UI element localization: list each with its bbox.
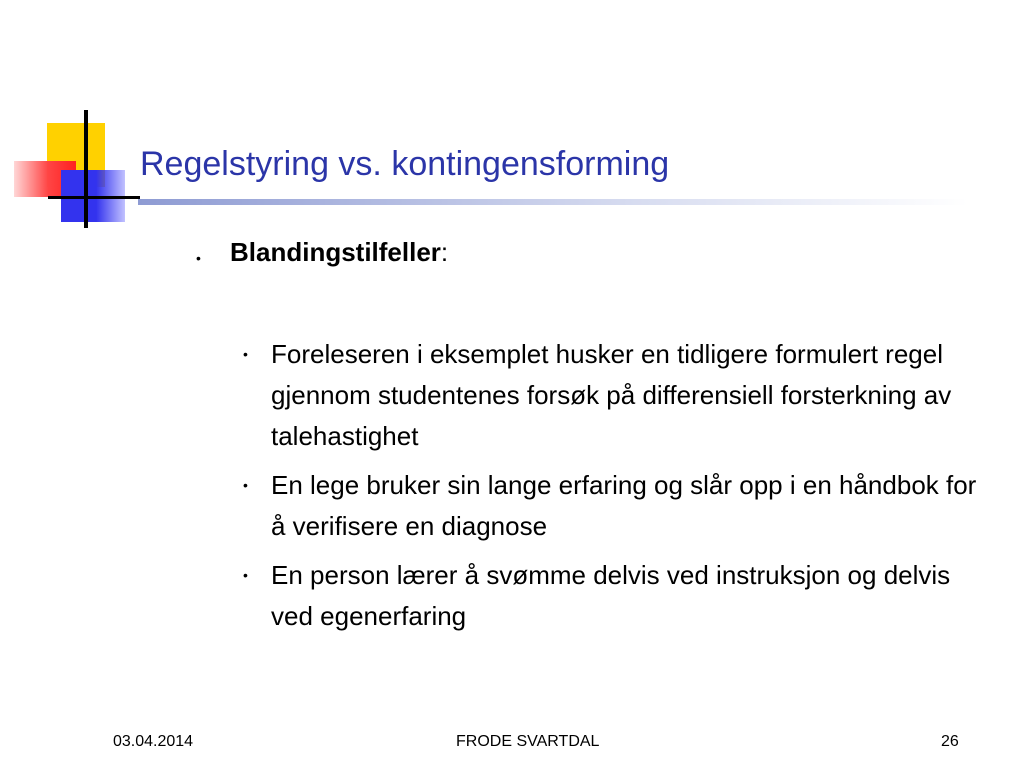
title-underline-gradient [138, 199, 968, 205]
sub-bullet-marker: • [243, 477, 248, 493]
sub-bullet-text: Foreleseren i eksemplet husker en tidligere formulert regel gjennom studentenes forsøk på differensiell forsterkning av talehastighet [271, 339, 952, 451]
sub-bullet-marker: • [243, 567, 248, 583]
bullet-main-text [230, 235, 448, 269]
sub-bullet-text: En person lærer å svømme delvis ved instruksjon og delvis ved egenerfaring [271, 560, 951, 631]
sub-bullet-text: En lege bruker sin lange erfaring og slår opp i en håndbok for å verifisere en diagnose [271, 470, 977, 541]
bullet-main-suffix: : [440, 237, 449, 267]
bullet-marker: • [196, 250, 201, 266]
footer-page-number: 26 [941, 733, 959, 750]
footer-date: 03.04.2014 [113, 733, 194, 750]
decor-vertical-line [84, 110, 88, 228]
decor-horizontal-line [48, 196, 140, 199]
sub-bullet-marker: • [243, 346, 248, 362]
bullet-main-label: Blandingstilfeller [230, 237, 441, 267]
slide-title: Regelstyring vs. kontingensforming [140, 145, 670, 183]
footer-author: FRODE SVARTDAL [456, 733, 600, 750]
